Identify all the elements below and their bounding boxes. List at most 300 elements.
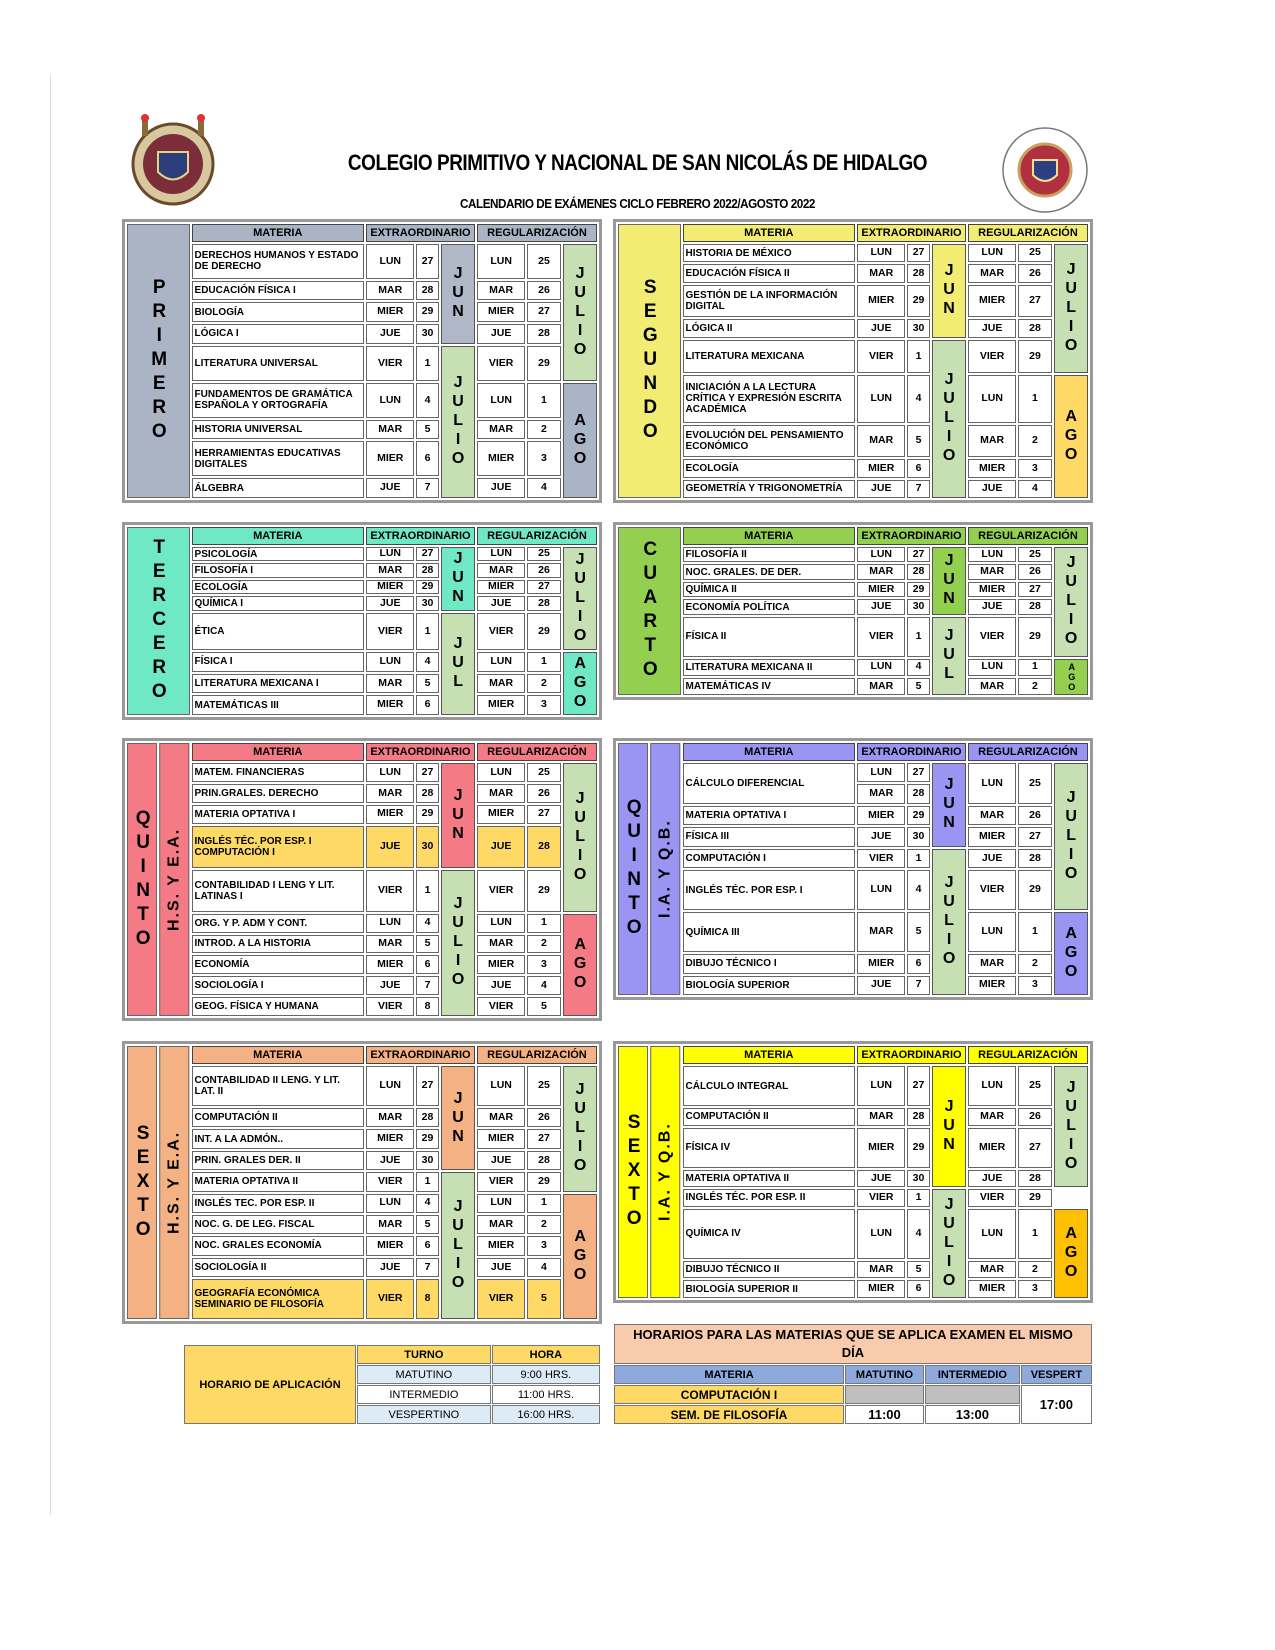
date: 28 bbox=[416, 281, 438, 301]
day: MAR bbox=[968, 1108, 1016, 1126]
row-seminario: SEM. DE FILOSOFÍA bbox=[614, 1405, 844, 1424]
date: 30 bbox=[416, 826, 438, 868]
hora-header: HORA bbox=[492, 1345, 600, 1364]
page-subtitle: CALENDARIO DE EXÁMENES CICLO FEBRERO 2022/AGOSTO 2022 bbox=[460, 196, 815, 211]
day: LUN bbox=[857, 547, 905, 562]
day: MAR bbox=[366, 784, 414, 803]
date: 2 bbox=[527, 935, 560, 954]
day: MAR bbox=[857, 425, 905, 458]
date: 28 bbox=[907, 1108, 929, 1126]
block-tercero bbox=[122, 522, 602, 720]
date: 2 bbox=[527, 674, 560, 694]
date: 6 bbox=[907, 459, 929, 477]
turno-cell: VESPERTINO bbox=[357, 1405, 491, 1424]
day: VIER bbox=[366, 613, 414, 650]
subject: COMPUTACIÓN II bbox=[192, 1108, 365, 1127]
date: 3 bbox=[527, 441, 560, 476]
date: 25 bbox=[1018, 244, 1051, 262]
day: MIER bbox=[857, 954, 905, 973]
day: VIER bbox=[366, 1279, 414, 1319]
day: MIER bbox=[366, 695, 414, 715]
day: VIER bbox=[968, 617, 1016, 657]
subject: DIBUJO TÉCNICO I bbox=[683, 954, 856, 973]
date: 29 bbox=[1018, 617, 1051, 657]
month-label: AGO bbox=[563, 652, 597, 715]
day: LUN bbox=[857, 870, 905, 910]
day: MIER bbox=[477, 695, 525, 715]
date: 25 bbox=[1018, 1066, 1051, 1106]
date: 27 bbox=[907, 244, 929, 262]
day: MIER bbox=[857, 806, 905, 825]
header-materia: MATERIA bbox=[683, 743, 856, 761]
date: 7 bbox=[907, 976, 929, 995]
month-label: JULIO bbox=[1054, 763, 1088, 910]
day: LUN bbox=[857, 659, 905, 676]
subject: NOC. GRALES. DE DER. bbox=[683, 564, 856, 579]
subject: CONTABILIDAD I LENG Y LIT. LATINAS I bbox=[192, 870, 365, 912]
day: LUN bbox=[968, 912, 1016, 952]
day: LUN bbox=[857, 1209, 905, 1259]
date: 7 bbox=[416, 976, 438, 995]
header-regu: REGULARIZACIÓN bbox=[477, 527, 597, 545]
day: MAR bbox=[366, 281, 414, 301]
subject: MATERIA OPTATIVA II bbox=[683, 1170, 856, 1188]
block-sexto-hs bbox=[122, 1041, 602, 1324]
date: 4 bbox=[907, 375, 929, 423]
date: 5 bbox=[907, 1261, 929, 1279]
date: 30 bbox=[907, 827, 929, 846]
date: 1 bbox=[527, 652, 560, 672]
date: 4 bbox=[416, 383, 438, 418]
block-primero bbox=[122, 219, 602, 503]
day: JUE bbox=[477, 826, 525, 868]
day: LUN bbox=[477, 244, 525, 279]
month-label: JULIO bbox=[932, 1189, 966, 1298]
month-label: AGO bbox=[563, 1194, 597, 1320]
day: LUN bbox=[477, 1194, 525, 1213]
day: LUN bbox=[968, 244, 1016, 262]
subject: DERECHOS HUMANOS Y ESTADO DE DERECHO bbox=[192, 244, 365, 279]
day: MIER bbox=[857, 1280, 905, 1298]
date: 26 bbox=[1018, 1108, 1051, 1126]
date: 26 bbox=[527, 1108, 560, 1127]
date: 1 bbox=[907, 1189, 929, 1207]
block-quinto-hs bbox=[122, 738, 602, 1021]
subject: BIOLOGÍA bbox=[192, 302, 365, 322]
date: 25 bbox=[1018, 763, 1051, 804]
day: VIER bbox=[477, 997, 525, 1016]
turno-header: TURNO bbox=[357, 1345, 491, 1364]
block-quinto-ia bbox=[613, 738, 1093, 1000]
date: 28 bbox=[1018, 319, 1051, 337]
date: 29 bbox=[527, 870, 560, 912]
day: LUN bbox=[366, 652, 414, 672]
date: 1 bbox=[1018, 912, 1051, 952]
day: MAR bbox=[857, 1261, 905, 1279]
date: 1 bbox=[416, 870, 438, 912]
day: VIER bbox=[366, 1172, 414, 1191]
subject: ÁLGEBRA bbox=[192, 478, 365, 498]
header-materia: MATERIA bbox=[192, 1046, 365, 1064]
day: MAR bbox=[857, 564, 905, 579]
month-label: AGO bbox=[563, 914, 597, 1016]
subject: ÉTICA bbox=[192, 613, 365, 650]
date: 5 bbox=[527, 1279, 560, 1319]
subject: INGLÉS TÉC. POR ESP. II bbox=[683, 1189, 856, 1207]
day: VIER bbox=[857, 849, 905, 868]
date: 2 bbox=[1018, 954, 1051, 973]
day: MAR bbox=[477, 784, 525, 803]
date: 3 bbox=[527, 1236, 560, 1255]
day: MAR bbox=[477, 420, 525, 440]
date: 27 bbox=[527, 1129, 560, 1148]
date: 2 bbox=[1018, 425, 1051, 458]
date: 28 bbox=[527, 324, 560, 344]
date: 29 bbox=[1018, 340, 1051, 373]
day: JUE bbox=[968, 1170, 1016, 1188]
program-label: I.A. Y Q.B. bbox=[650, 743, 680, 995]
day: JUE bbox=[857, 599, 905, 614]
col-vespertino: VESPERT bbox=[1021, 1365, 1092, 1384]
date: 29 bbox=[416, 302, 438, 322]
semester-label: CUARTO bbox=[618, 527, 681, 695]
day: MAR bbox=[857, 784, 905, 803]
date: 30 bbox=[907, 319, 929, 337]
date: 29 bbox=[907, 285, 929, 318]
horario-table bbox=[183, 1344, 601, 1425]
day: VIER bbox=[857, 1189, 905, 1207]
day: LUN bbox=[477, 383, 525, 418]
day: LUN bbox=[366, 914, 414, 933]
subject: CÁLCULO INTEGRAL bbox=[683, 1066, 856, 1106]
day: MIER bbox=[968, 1128, 1016, 1168]
month-label: JULIO bbox=[563, 763, 597, 912]
month-label: AGO bbox=[1054, 912, 1088, 995]
date: 8 bbox=[416, 1279, 438, 1319]
date: 28 bbox=[1018, 1170, 1051, 1188]
date: 30 bbox=[907, 1170, 929, 1188]
day: LUN bbox=[366, 763, 414, 782]
date: 27 bbox=[416, 547, 438, 561]
date: 3 bbox=[1018, 459, 1051, 477]
subject: GEOGRAFÍA ECONÓMICA SEMINARIO DE FILOSOFÍA bbox=[192, 1279, 365, 1319]
date: 30 bbox=[416, 324, 438, 344]
subject: FÍSICA III bbox=[683, 827, 856, 846]
date: 5 bbox=[416, 1215, 438, 1234]
day: JUE bbox=[366, 1151, 414, 1170]
day: MIER bbox=[968, 1280, 1016, 1298]
month-label: AGO bbox=[1054, 1209, 1088, 1298]
block-sexto-ia bbox=[613, 1041, 1093, 1303]
month-label: JUN bbox=[932, 547, 966, 615]
date: 2 bbox=[527, 1215, 560, 1234]
date: 29 bbox=[527, 1172, 560, 1191]
subject: GEOMETRÍA Y TRIGONOMETRÍA bbox=[683, 480, 856, 498]
day: MAR bbox=[366, 1215, 414, 1234]
date: 1 bbox=[907, 340, 929, 373]
date: 29 bbox=[907, 582, 929, 597]
day: MAR bbox=[477, 1108, 525, 1127]
day: VIER bbox=[477, 1279, 525, 1319]
subject: FÍSICA I bbox=[192, 652, 365, 672]
day: JUE bbox=[857, 976, 905, 995]
subject: PRIN.GRALES. DERECHO bbox=[192, 784, 365, 803]
day: VIER bbox=[366, 997, 414, 1016]
subject: NOC. GRALES ECONOMÍA bbox=[192, 1236, 365, 1255]
day: MAR bbox=[477, 281, 525, 301]
semester-label: SEGUNDO bbox=[618, 224, 681, 498]
subject: LITERATURA MEXICANA II bbox=[683, 659, 856, 676]
day: MIER bbox=[477, 1236, 525, 1255]
day: MAR bbox=[477, 935, 525, 954]
subject: EVOLUCIÓN DEL PENSAMIENTO ECONÓMICO bbox=[683, 425, 856, 458]
horario-label: HORARIO DE APLICACIÓN bbox=[184, 1345, 356, 1424]
day: MAR bbox=[968, 678, 1016, 695]
subject: FILOSOFÍA I bbox=[192, 563, 365, 577]
day: LUN bbox=[968, 659, 1016, 676]
month-label: JUN bbox=[441, 1066, 475, 1170]
header-materia: MATERIA bbox=[192, 224, 365, 242]
vespertino-time: 17:00 bbox=[1021, 1385, 1092, 1424]
date: 6 bbox=[907, 1280, 929, 1298]
date: 28 bbox=[527, 596, 560, 610]
day: LUN bbox=[477, 652, 525, 672]
semester-label: SEXTO bbox=[127, 1046, 157, 1319]
semester-label: QUINTO bbox=[127, 743, 157, 1016]
subject: INTROD. A LA HISTORIA bbox=[192, 935, 365, 954]
subject: MATEMÁTICAS III bbox=[192, 695, 365, 715]
date: 27 bbox=[527, 302, 560, 322]
month-label: AGO bbox=[563, 383, 597, 498]
month-label: JUN bbox=[932, 763, 966, 847]
day: MIER bbox=[366, 580, 414, 594]
subject: NOC. G. DE LEG. FISCAL bbox=[192, 1215, 365, 1234]
day: JUE bbox=[968, 480, 1016, 498]
month-label: AGO bbox=[1054, 659, 1088, 695]
subject: COMPUTACIÓN II bbox=[683, 1108, 856, 1126]
date: 27 bbox=[1018, 582, 1051, 597]
header-extra: EXTRAORDINARIO bbox=[366, 527, 475, 545]
day: MIER bbox=[366, 441, 414, 476]
date: 1 bbox=[527, 1194, 560, 1213]
subject: LÓGICA II bbox=[683, 319, 856, 337]
day: VIER bbox=[366, 870, 414, 912]
subject: HERRAMIENTAS EDUCATIVAS DIGITALES bbox=[192, 441, 365, 476]
day: JUE bbox=[366, 1258, 414, 1277]
day: MIER bbox=[477, 580, 525, 594]
date: 1 bbox=[1018, 375, 1051, 423]
program-label: H.S. Y E.A. bbox=[159, 1046, 189, 1319]
subject: SOCIOLOGÍA II bbox=[192, 1258, 365, 1277]
day: JUE bbox=[477, 596, 525, 610]
date: 27 bbox=[527, 805, 560, 824]
header-extra: EXTRAORDINARIO bbox=[857, 527, 966, 545]
header-materia: MATERIA bbox=[683, 527, 856, 545]
day: MIER bbox=[366, 302, 414, 322]
date: 1 bbox=[907, 617, 929, 657]
date: 29 bbox=[1018, 1189, 1051, 1207]
date: 29 bbox=[416, 805, 438, 824]
month-label: AGO bbox=[1054, 375, 1088, 498]
turno-cell: INTERMEDIO bbox=[357, 1385, 491, 1404]
date: 4 bbox=[416, 914, 438, 933]
date: 1 bbox=[1018, 659, 1051, 676]
date: 27 bbox=[907, 1066, 929, 1106]
blank-cell bbox=[845, 1385, 924, 1404]
day: MIER bbox=[968, 285, 1016, 318]
date: 3 bbox=[1018, 976, 1051, 995]
block-cuarto bbox=[613, 522, 1093, 700]
date: 28 bbox=[1018, 599, 1051, 614]
date: 30 bbox=[907, 599, 929, 614]
program-label: I.A. Y Q.B. bbox=[650, 1046, 680, 1298]
day: MIER bbox=[968, 976, 1016, 995]
subject: QUÍMICA II bbox=[683, 582, 856, 597]
day: MAR bbox=[366, 420, 414, 440]
day: JUE bbox=[477, 976, 525, 995]
day: MIER bbox=[366, 1129, 414, 1148]
day: MIER bbox=[366, 955, 414, 974]
subject: QUÍMICA III bbox=[683, 912, 856, 952]
subject: ECOLOGÍA bbox=[683, 459, 856, 477]
date: 4 bbox=[527, 478, 560, 498]
month-label: JUN bbox=[441, 244, 475, 344]
month-label: JULIO bbox=[932, 340, 966, 498]
date: 1 bbox=[527, 383, 560, 418]
subject: FÍSICA IV bbox=[683, 1128, 856, 1168]
subject: MATEMÁTICAS IV bbox=[683, 678, 856, 695]
day: VIER bbox=[366, 346, 414, 381]
day: MAR bbox=[968, 425, 1016, 458]
subject: QUÍMICA IV bbox=[683, 1209, 856, 1259]
subject: INGLÉS TÉC. POR ESP. I COMPUTACIÓN I bbox=[192, 826, 365, 868]
day: JUE bbox=[366, 976, 414, 995]
day: JUE bbox=[857, 1170, 905, 1188]
month-label: JUL bbox=[441, 613, 475, 715]
day: MAR bbox=[477, 674, 525, 694]
date: 25 bbox=[527, 763, 560, 782]
subject: DIBUJO TÉCNICO II bbox=[683, 1261, 856, 1279]
date: 27 bbox=[416, 1066, 438, 1106]
col-matutino: MATUTINO bbox=[845, 1365, 924, 1384]
date: 26 bbox=[1018, 264, 1051, 282]
col-intermedio: INTERMEDIO bbox=[925, 1365, 1020, 1384]
date: 1 bbox=[416, 613, 438, 650]
subject: LITERATURA MEXICANA I bbox=[192, 674, 365, 694]
subject: MATERIA OPTATIVA I bbox=[192, 805, 365, 824]
header-extra: EXTRAORDINARIO bbox=[857, 1046, 966, 1064]
day: JUE bbox=[477, 478, 525, 498]
day: VIER bbox=[968, 870, 1016, 910]
date: 5 bbox=[416, 674, 438, 694]
subject: ECONOMÍA bbox=[192, 955, 365, 974]
day: MIER bbox=[477, 302, 525, 322]
day: VIER bbox=[477, 870, 525, 912]
mismo-dia-title: HORARIOS PARA LAS MATERIAS QUE SE APLICA EXAMEN EL MISMO DÍA bbox=[614, 1324, 1092, 1364]
date: 5 bbox=[416, 935, 438, 954]
subject: CÁLCULO DIFERENCIAL bbox=[683, 763, 856, 804]
subject: ORG. Y P. ADM Y CONT. bbox=[192, 914, 365, 933]
block-segundo bbox=[613, 219, 1093, 503]
month-label: JULIO bbox=[1054, 244, 1088, 373]
date: 25 bbox=[527, 547, 560, 561]
date: 4 bbox=[416, 1194, 438, 1213]
month-label: JUN bbox=[932, 244, 966, 338]
header-materia: MATERIA bbox=[683, 224, 856, 242]
month-label: JULIO bbox=[441, 870, 475, 1016]
day: MAR bbox=[968, 564, 1016, 579]
date: 28 bbox=[416, 563, 438, 577]
date: 28 bbox=[1018, 849, 1051, 868]
date: 5 bbox=[416, 420, 438, 440]
day: LUN bbox=[366, 547, 414, 561]
date: 6 bbox=[416, 695, 438, 715]
day: LUN bbox=[366, 1066, 414, 1106]
semester-label: PRIMERO bbox=[127, 224, 190, 498]
day: LUN bbox=[857, 375, 905, 423]
day: LUN bbox=[477, 547, 525, 561]
date: 28 bbox=[907, 264, 929, 282]
subject: PSICOLOGÍA bbox=[192, 547, 365, 561]
header-extra: EXTRAORDINARIO bbox=[366, 743, 475, 761]
subject: QUÍMICA I bbox=[192, 596, 365, 610]
date: 29 bbox=[907, 806, 929, 825]
subject: HISTORIA DE MÉXICO bbox=[683, 244, 856, 262]
day: VIER bbox=[477, 346, 525, 381]
date: 26 bbox=[1018, 564, 1051, 579]
semester-label: SEXTO bbox=[618, 1046, 648, 1298]
day: MAR bbox=[857, 678, 905, 695]
date: 4 bbox=[1018, 480, 1051, 498]
date: 29 bbox=[527, 346, 560, 381]
mismo-dia-table bbox=[613, 1323, 1093, 1425]
date: 6 bbox=[416, 1236, 438, 1255]
day: LUN bbox=[857, 763, 905, 782]
date: 28 bbox=[907, 784, 929, 803]
day: MAR bbox=[477, 1215, 525, 1234]
date: 30 bbox=[416, 596, 438, 610]
day: LUN bbox=[366, 1194, 414, 1213]
date: 27 bbox=[907, 763, 929, 782]
date: 3 bbox=[1018, 1280, 1051, 1298]
month-label: JUN bbox=[441, 763, 475, 868]
date: 5 bbox=[907, 678, 929, 695]
subject: GESTIÓN DE LA INFORMACIÓN DIGITAL bbox=[683, 285, 856, 318]
subject: BIOLOGÍA SUPERIOR bbox=[683, 976, 856, 995]
day: MIER bbox=[477, 805, 525, 824]
subject: GEOG. FÍSICA Y HUMANA bbox=[192, 997, 365, 1016]
date: 28 bbox=[907, 564, 929, 579]
date: 4 bbox=[527, 976, 560, 995]
blank-cell bbox=[925, 1385, 1020, 1404]
subject: INGLÉS TÉC. POR ESP. I bbox=[683, 870, 856, 910]
day: MAR bbox=[366, 563, 414, 577]
day: MAR bbox=[968, 954, 1016, 973]
day: JUE bbox=[968, 599, 1016, 614]
day: VIER bbox=[857, 340, 905, 373]
subject: SOCIOLOGÍA I bbox=[192, 976, 365, 995]
subject: MATERIA OPTATIVA I bbox=[683, 806, 856, 825]
hora-cell: 9:00 HRS. bbox=[492, 1365, 600, 1384]
date: 3 bbox=[527, 955, 560, 974]
day: MIER bbox=[857, 285, 905, 318]
day: MAR bbox=[857, 912, 905, 952]
day: MIER bbox=[366, 805, 414, 824]
date: 27 bbox=[416, 244, 438, 279]
subject: EDUCACIÓN FÍSICA I bbox=[192, 281, 365, 301]
header-regu: REGULARIZACIÓN bbox=[968, 743, 1088, 761]
day: JUE bbox=[968, 849, 1016, 868]
